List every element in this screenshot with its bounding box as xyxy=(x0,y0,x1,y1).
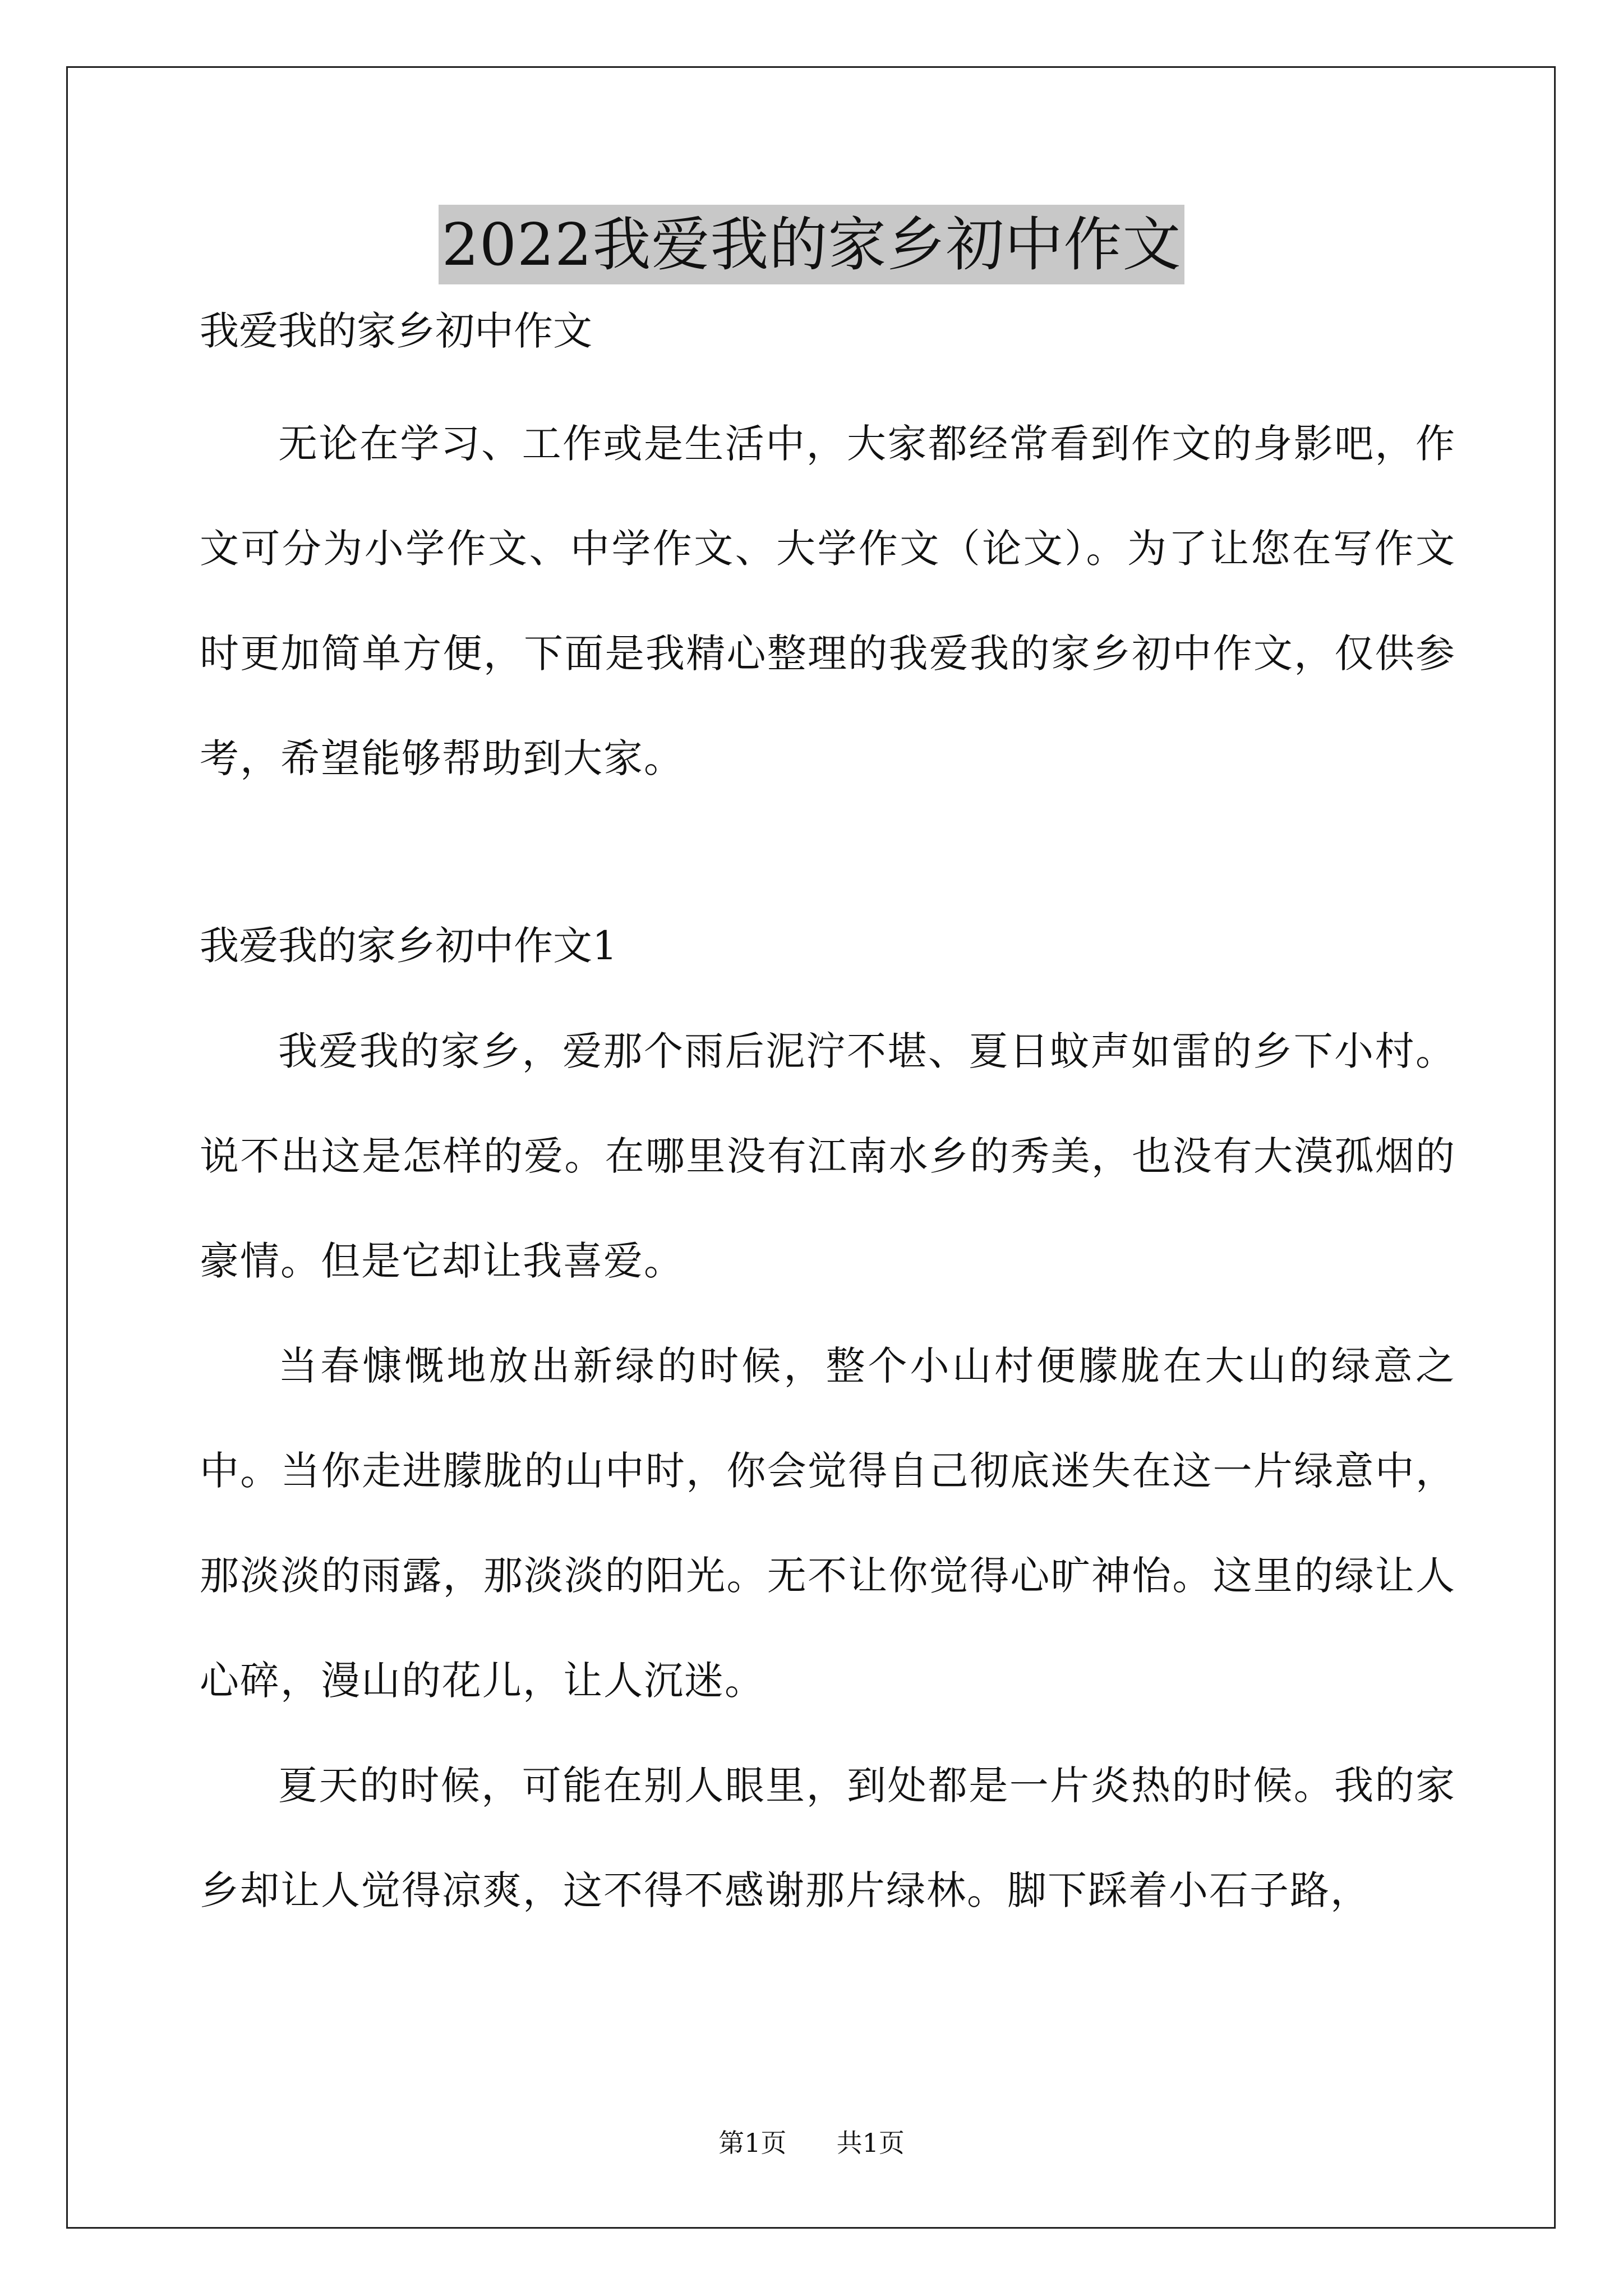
page-footer xyxy=(0,2126,1623,2160)
intro-paragraph: 无论在学习、工作或是生活中，大家都经常看到作文的身影吧，作文可分为小学作文、中学作文、大学作文（论文）。为了让您在写作文时更加简单方便，下面是我精心整理的我爱我的家乡初中作文，仅供参考，希望能够帮助到大家。 xyxy=(200,421,1456,781)
section1-paragraph: 我爱我的家乡，爱那个雨后泥泞不堪、夏日蚊声如雷的乡下小村。说不出这是怎样的爱。在哪里没有江南水乡的秀美，也没有大漠孤烟的豪情。但是它却让我喜爱。 xyxy=(200,1028,1456,1284)
intro-heading: 我爱我的家乡初中作文 xyxy=(200,308,592,354)
spacer xyxy=(200,974,1456,999)
section1-heading: 我爱我的家乡初中作文1 xyxy=(200,923,617,969)
document-title: 2022我爱我的家乡初中作文 xyxy=(439,205,1185,284)
spacer xyxy=(200,359,1456,392)
page-number-total: 共1页 xyxy=(836,2128,905,2158)
document-body xyxy=(200,303,1456,1943)
spacer xyxy=(200,811,1456,918)
section1-paragraph: 夏天的时候，可能在别人眼里，到处都是一片炎热的时候。我的家乡却让人觉得凉爽，这不得不感谢那片绿林。脚下踩着小石子路， xyxy=(200,1763,1456,1913)
page-number-current: 第1页 xyxy=(718,2128,787,2158)
section1-paragraph: 当春慷慨地放出新绿的时候，整个小山村便朦胧在大山的绿意之中。当你走进朦胧的山中时，你会觉得自己彻底迷失在这一片绿意中，那淡淡的雨露，那淡淡的阳光。无不让你觉得心旷神怡。这里的绿让人心碎，漫山的花儿，让人沉迷。 xyxy=(200,1343,1456,1704)
title-container xyxy=(0,205,1623,284)
